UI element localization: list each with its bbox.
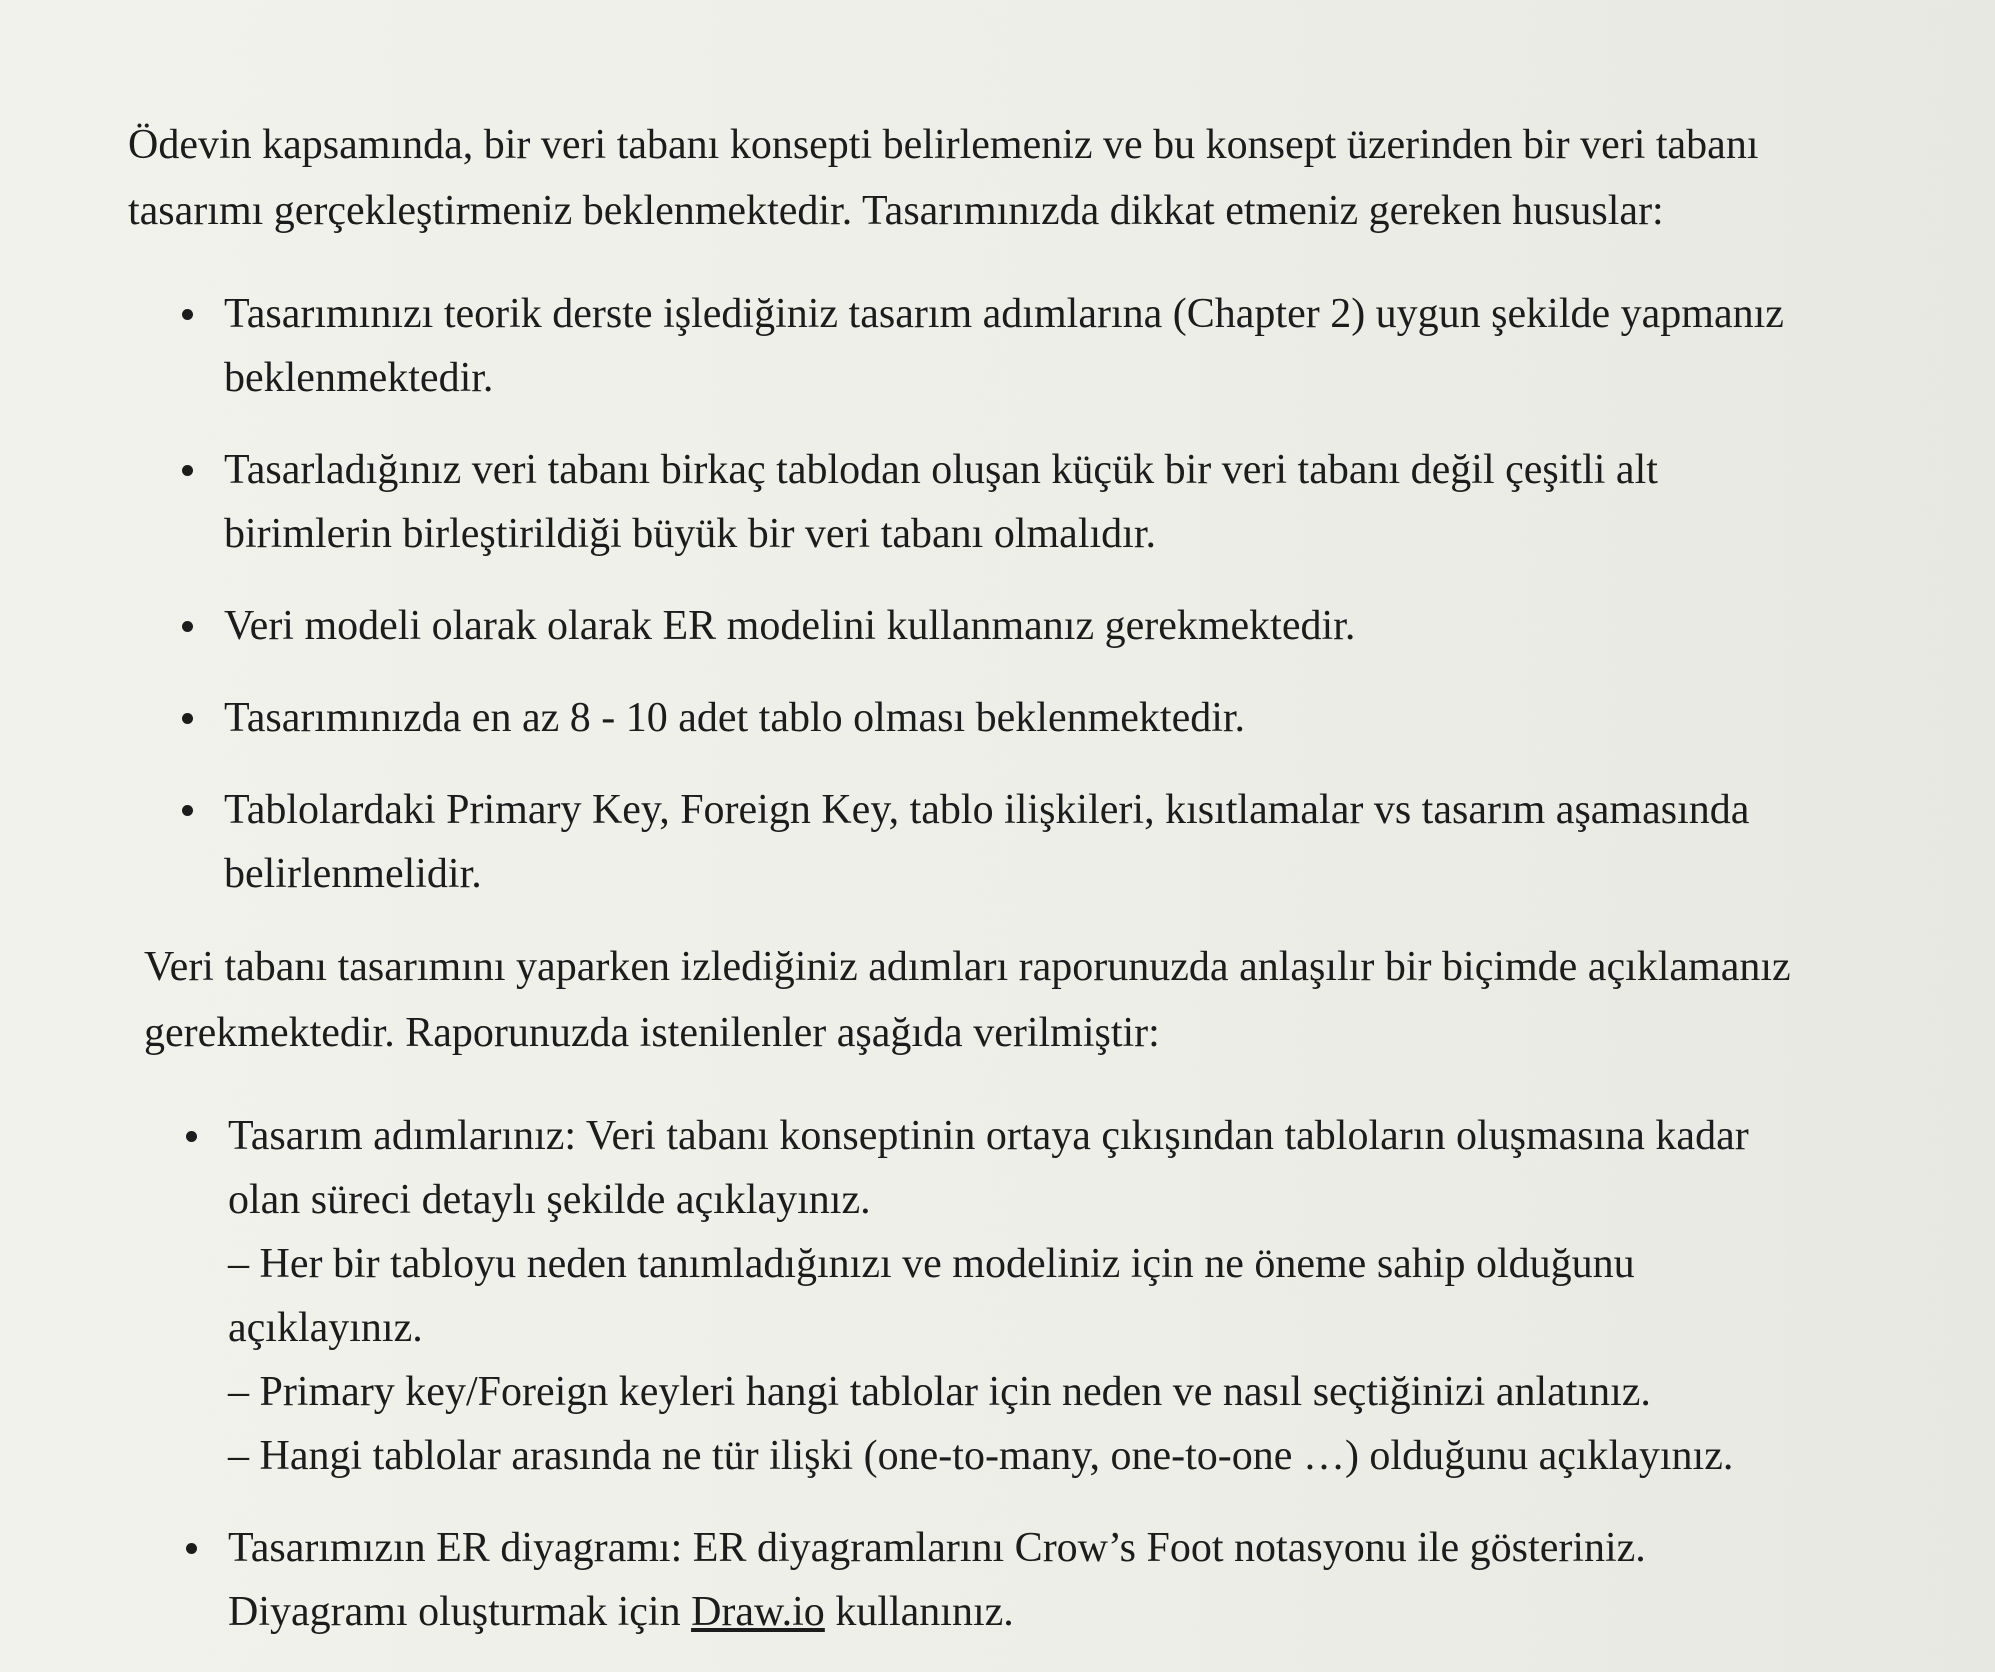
- intro-paragraph: Ödevin kapsamında, bir veri tabanı konsepti belirlemeniz ve bu konsept üzerinden bir veri tabanı tasarımı gerçekleştirmeniz beklenmektedir. Tasarımınızda dikkat etmeniz gereken hususlar:: [128, 122, 1759, 234]
- er-text-end: kullanınız.: [824, 1589, 1014, 1635]
- bullet-icon: [182, 805, 193, 816]
- bullet-icon: [186, 1131, 197, 1142]
- list-item: Tasarladığınız veri tabanı birkaç tablodan oluşan küçük bir veri tabanı değil çeşitli alt birimlerin birleştirildiği büyük bir veri tabanı olmalıdır.: [182, 438, 1824, 566]
- bullet-icon: [182, 465, 193, 476]
- list-item: Tasarımınızda en az 8 - 10 adet tablo olması beklenmektedir.: [182, 686, 1824, 750]
- design-requirements-list: [128, 282, 1888, 906]
- sub-item: – Hangi tablolar arasında ne tür ilişki (one-to-many, one-to-one …) olduğunu açıklayınız.: [228, 1433, 1734, 1479]
- sub-item: – Primary key/Foreign keyleri hangi tablolar için neden ve nasıl seçtiğinizi anlatınız.: [228, 1369, 1651, 1415]
- list-item: Tasarımınızı teorik derste işlediğiniz tasarım adımlarına (Chapter 2) uygun şekilde yapmanız beklenmektedir.: [182, 282, 1824, 410]
- report-intro-paragraph: Veri tabanı tasarımını yaparken izlediğiniz adımları raporunuzda anlaşılır bir biçimde açıklamanız gerekmektedir. Raporunuzda istenilenler aşağıda verilmiştir:: [144, 944, 1791, 1056]
- bullet-icon: [182, 621, 193, 632]
- list-item-er-diagram: [186, 1516, 1828, 1644]
- sub-item: – Her bir tabloyu neden tanımladığınızı ve modeliniz için ne öneme sahip olduğunu açıklayınız.: [228, 1241, 1635, 1351]
- bullet-icon: [182, 309, 193, 320]
- list-item: Veri modeli olarak olarak ER modelini kullanmanız gerekmektedir.: [182, 594, 1824, 658]
- design-steps-text: Tasarım adımlarınız: Veri tabanı konseptinin ortaya çıkışından tabloların oluşmasına kadar olan süreci detaylı şekilde açıklayınız.: [228, 1113, 1749, 1223]
- list-item-design-steps: [186, 1104, 1828, 1488]
- bullet-icon: [182, 713, 193, 724]
- bullet-icon: [186, 1543, 197, 1554]
- report-requirements-list: [128, 1104, 1888, 1644]
- list-item: Tablolardaki Primary Key, Foreign Key, tablo ilişkileri, kısıtlamalar vs tasarım aşamasında belirlenmelidir.: [182, 778, 1824, 906]
- document-body: [128, 112, 1888, 1672]
- drawio-link[interactable]: Draw.io: [691, 1589, 825, 1635]
- er-text: Tasarımızın ER diyagramı: ER diyagramlarını Crow’s Foot notasyonu ile gösteriniz. Diyagramı oluşturmak için: [228, 1525, 1646, 1635]
